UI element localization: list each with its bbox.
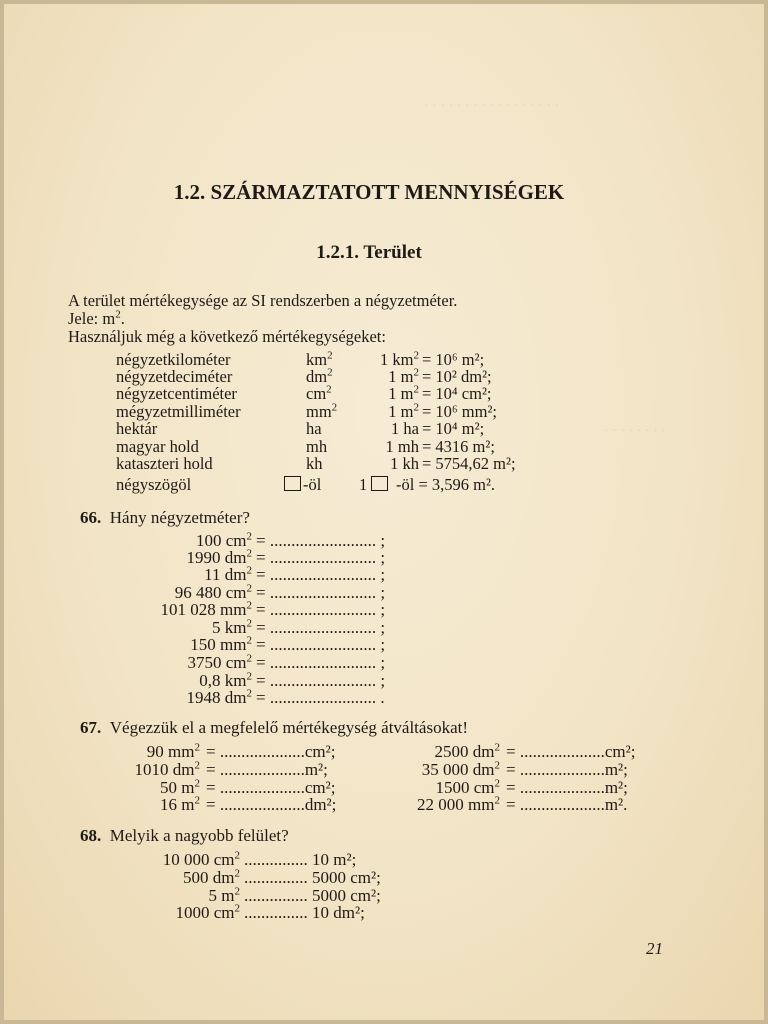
unit-symbol: kh [306, 454, 323, 473]
list-item-value: 5 $m^2$ [208, 885, 240, 905]
list-item-value: 96 480 $cm^2$ [174, 582, 252, 602]
list-item-blank: = ....................cm²; [506, 742, 636, 761]
list-item-blank: = ......................... ; [256, 671, 386, 690]
list-item-blank: = ......................... ; [256, 600, 386, 619]
unit-symbol: mh [306, 437, 328, 456]
page-number: 21 [646, 939, 663, 958]
intro-line-3: Használjuk még a következő mértékegységeket: [68, 327, 386, 346]
list-item-blank: = ......................... ; [256, 653, 386, 672]
list-item-value: 1948 $dm^2$ [186, 687, 252, 707]
unit-symbol: ha [306, 419, 322, 438]
list-item-value: 50 $m^2$ [160, 777, 200, 797]
list-item-value: 150 $mm^2$ [190, 634, 252, 654]
section-title: 1.2. SZÁRMAZTATOTT MENNYISÉGEK [173, 180, 565, 204]
list-item-value: 1010 $dm^2$ [134, 759, 200, 779]
unit-name: négyzetkilométer [116, 350, 231, 369]
list-item-blank: = ......................... ; [256, 531, 386, 550]
list-item-comparison: ............... 5000 cm²; [244, 868, 381, 887]
list-item-value: 11 $dm^2$ [204, 564, 252, 584]
unit-eq-left: 1 ha [391, 419, 419, 438]
list-item-value: 1990 $dm^2$ [186, 547, 252, 567]
unit-symbol: $km^2$ [306, 349, 333, 369]
list-item-value: 10 000 $cm^2$ [162, 849, 240, 869]
list-item-value: 0,8 $km^2$ [199, 670, 252, 690]
show-through-text: · · · · · · · · [604, 424, 666, 439]
unit-eq-right: = 10⁴ cm²; [422, 384, 492, 403]
unit-eq-right: -öl = 3,596 m². [396, 475, 496, 494]
unit-eq-left: 1 $m^2$ [388, 366, 419, 386]
unit-eq-left: 1 $m^2$ [388, 401, 419, 421]
list-item-value: 16 $m^2$ [160, 794, 200, 814]
list-item-value: 35 000 $dm^2$ [421, 759, 500, 779]
unit-eq-left: 1 $km^2$ [380, 349, 419, 369]
list-item-value: 500 $dm^2$ [183, 867, 240, 887]
list-item-blank: = ....................m²; [206, 760, 328, 779]
unit-eq-left: 1 $m^2$ [388, 383, 419, 403]
list-item-blank: = ....................cm²; [206, 742, 336, 761]
unit-symbol: $mm^2$ [306, 401, 338, 421]
exercise-67-header: 67. Végezzük el a megfelelő mértékegység átváltásokat! [80, 718, 468, 737]
list-item-value: 100 $cm^2$ [195, 530, 252, 550]
book-page [4, 4, 764, 1020]
list-item-value: 3750 $cm^2$ [187, 652, 252, 672]
list-item-blank: = ......................... ; [256, 565, 386, 584]
list-item-value: 2500 $dm^2$ [434, 741, 500, 761]
list-item-blank: = ......................... ; [256, 548, 386, 567]
list-item-comparison: ............... 10 dm²; [244, 903, 365, 922]
intro-line-2: Jele: $m^2$. [68, 308, 125, 328]
list-item-value: 1000 $cm^2$ [175, 902, 240, 922]
unit-name: négyszögöl [116, 475, 192, 494]
list-item-value: 5 $km^2$ [212, 617, 252, 637]
unit-eq-right: = 10⁶ mm²; [422, 402, 498, 421]
list-item-blank: = ....................dm²; [206, 795, 337, 814]
unit-symbol: $cm^2$ [306, 383, 332, 403]
unit-symbol: $dm^2$ [306, 366, 333, 386]
unit-name: négyzetcentiméter [116, 384, 237, 403]
list-item-blank: = ......................... ; [256, 583, 386, 602]
show-through-text: · · · · · · · · · · · · · · · · · [424, 99, 560, 114]
unit-eq-left: 1 [359, 475, 390, 495]
list-item-value: 101 028 $mm^2$ [160, 599, 252, 619]
list-item-value: 90 $mm^2$ [146, 741, 200, 761]
unit-eq-right: = 4316 m²; [422, 437, 495, 456]
intro-line-1: A terület mértékegysége az SI rendszerben a négyzetméter. [68, 291, 458, 310]
exercise-68-header: 68. Melyik a nagyobb felület? [80, 826, 289, 845]
unit-name: kataszteri hold [116, 454, 213, 473]
list-item-blank: = ....................m²; [506, 778, 628, 797]
unit-name: hektár [116, 419, 158, 438]
unit-eq-right: = 10² dm²; [422, 367, 492, 386]
square-box-icon [284, 476, 301, 491]
unit-name: mégyzetmilliméter [116, 402, 241, 421]
list-item-value: 1500 $cm^2$ [435, 777, 500, 797]
list-item-comparison: ............... 5000 cm²; [244, 886, 381, 905]
list-item-comparison: ............... 10 m²; [244, 850, 357, 869]
list-item-blank: = ....................m²; [506, 760, 628, 779]
list-item-blank: = ......................... ; [256, 635, 386, 654]
list-item-blank: = ......................... . [256, 688, 385, 707]
subsection-title: 1.2.1. Terület [316, 242, 422, 263]
unit-name: magyar hold [116, 437, 199, 456]
unit-name: négyzetdeciméter [116, 367, 233, 386]
list-item-blank: = ....................cm²; [206, 778, 336, 797]
list-item-value: 22 000 $mm^2$ [417, 794, 500, 814]
unit-eq-left: 1 kh [390, 454, 419, 473]
list-item-blank: = ....................m². [506, 795, 628, 814]
unit-eq-right: = 5754,62 m²; [422, 454, 516, 473]
unit-eq-right: = 10⁶ m²; [422, 350, 485, 369]
unit-eq-right: = 10⁴ m²; [422, 419, 485, 438]
unit-eq-left: 1 mh [385, 437, 419, 456]
list-item-blank: = ......................... ; [256, 618, 386, 637]
square-box-icon [371, 476, 388, 491]
unit-symbol: -öl [284, 475, 321, 495]
exercise-66-header: 66. Hány négyzetméter? [80, 508, 250, 527]
